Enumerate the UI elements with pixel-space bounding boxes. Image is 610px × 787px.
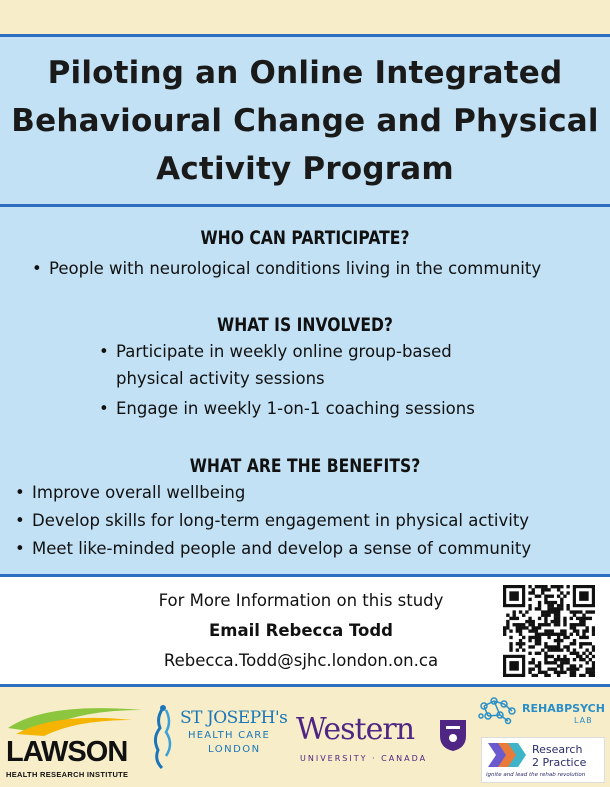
st-josephs-logo <box>148 702 290 772</box>
bullet-text: Participate in weekly online group-based <box>116 342 452 361</box>
top-strip <box>0 0 610 34</box>
bullet-text: Engage in weekly 1-on-1 coaching sessions <box>116 399 475 418</box>
r2p-line-2: 2 Practice <box>532 756 587 769</box>
st-josephs-sub2: LONDON <box>208 744 261 755</box>
involved-bullet-2 <box>99 398 475 420</box>
rehabpsych-lab-label: LAB <box>574 716 593 725</box>
bullet-dot: • <box>99 342 109 361</box>
who-heading: WHO CAN PARTICIPATE? <box>200 227 410 249</box>
bullet-text: Meet like-minded people and develop a sense of community <box>32 539 532 558</box>
bullet-dot: • <box>15 539 25 558</box>
benefits-bullet-2 <box>15 510 530 532</box>
r2p-chevrons-icon <box>486 741 530 769</box>
western-wordmark: Western <box>296 712 415 747</box>
bullet-dot: • <box>15 511 25 530</box>
lawson-subtitle: HEALTH RESEARCH INSTITUTE <box>6 770 129 779</box>
contact-name: Email Rebecca Todd <box>208 621 393 640</box>
bullet-dot: • <box>15 483 25 502</box>
st-josephs-sub1: HEALTH CARE <box>188 730 270 741</box>
title-line-3: Activity Program <box>156 150 454 187</box>
bullet-dot: • <box>32 259 42 278</box>
benefits-heading: WHAT ARE THE BENEFITS? <box>189 455 421 477</box>
bullet-text: physical activity sessions <box>116 369 325 388</box>
partner-logos <box>0 690 610 787</box>
bullet-text: Improve overall wellbeing <box>32 483 246 502</box>
lawson-logo <box>6 698 144 780</box>
r2p-tagline: ignite and lead the rehab revolution <box>486 772 586 778</box>
lawson-wordmark: LAWSON <box>6 736 128 768</box>
western-logo <box>296 712 468 772</box>
brain-network-icon <box>476 696 518 726</box>
rehabpsych-wordmark: REHABPSYCH <box>522 702 605 715</box>
contact-panel <box>0 577 610 687</box>
title-banner <box>0 34 610 207</box>
lawson-swoosh-icon <box>6 698 144 738</box>
involved-bullet-1 <box>99 341 452 363</box>
title-line-1: Piloting an Online Integrated <box>47 54 563 91</box>
rehabpsych-lab-logo <box>476 696 606 728</box>
benefits-bullet-1 <box>15 482 246 504</box>
bullet-text: Develop skills for long-term engagement in physical activity <box>32 511 530 530</box>
benefits-bullet-3 <box>15 538 532 560</box>
involved-heading: WHAT IS INVOLVED? <box>217 314 393 336</box>
details-panel <box>0 207 610 577</box>
r2p-line-1: Research <box>532 743 583 756</box>
western-crest-icon <box>438 718 468 752</box>
title-line-2: Behavioural Change and Physical <box>11 102 599 139</box>
research-2-practice-logo <box>481 737 605 783</box>
contact-email[interactable]: Rebecca.Todd@sjhc.london.on.ca <box>163 651 439 670</box>
who-bullet <box>32 258 542 280</box>
st-josephs-name: ST JOSEPH's <box>180 708 288 728</box>
bullet-text: People with neurological conditions living in the community <box>49 259 542 278</box>
qr-code-graphic <box>503 585 595 677</box>
involved-bullet-1-cont <box>116 368 325 390</box>
st-josephs-figure-icon <box>148 704 178 770</box>
contact-intro: For More Information on this study <box>158 591 444 610</box>
qr-code[interactable] <box>503 585 595 677</box>
bullet-dot: • <box>99 399 109 418</box>
western-subtitle: UNIVERSITY · CANADA <box>300 754 428 763</box>
